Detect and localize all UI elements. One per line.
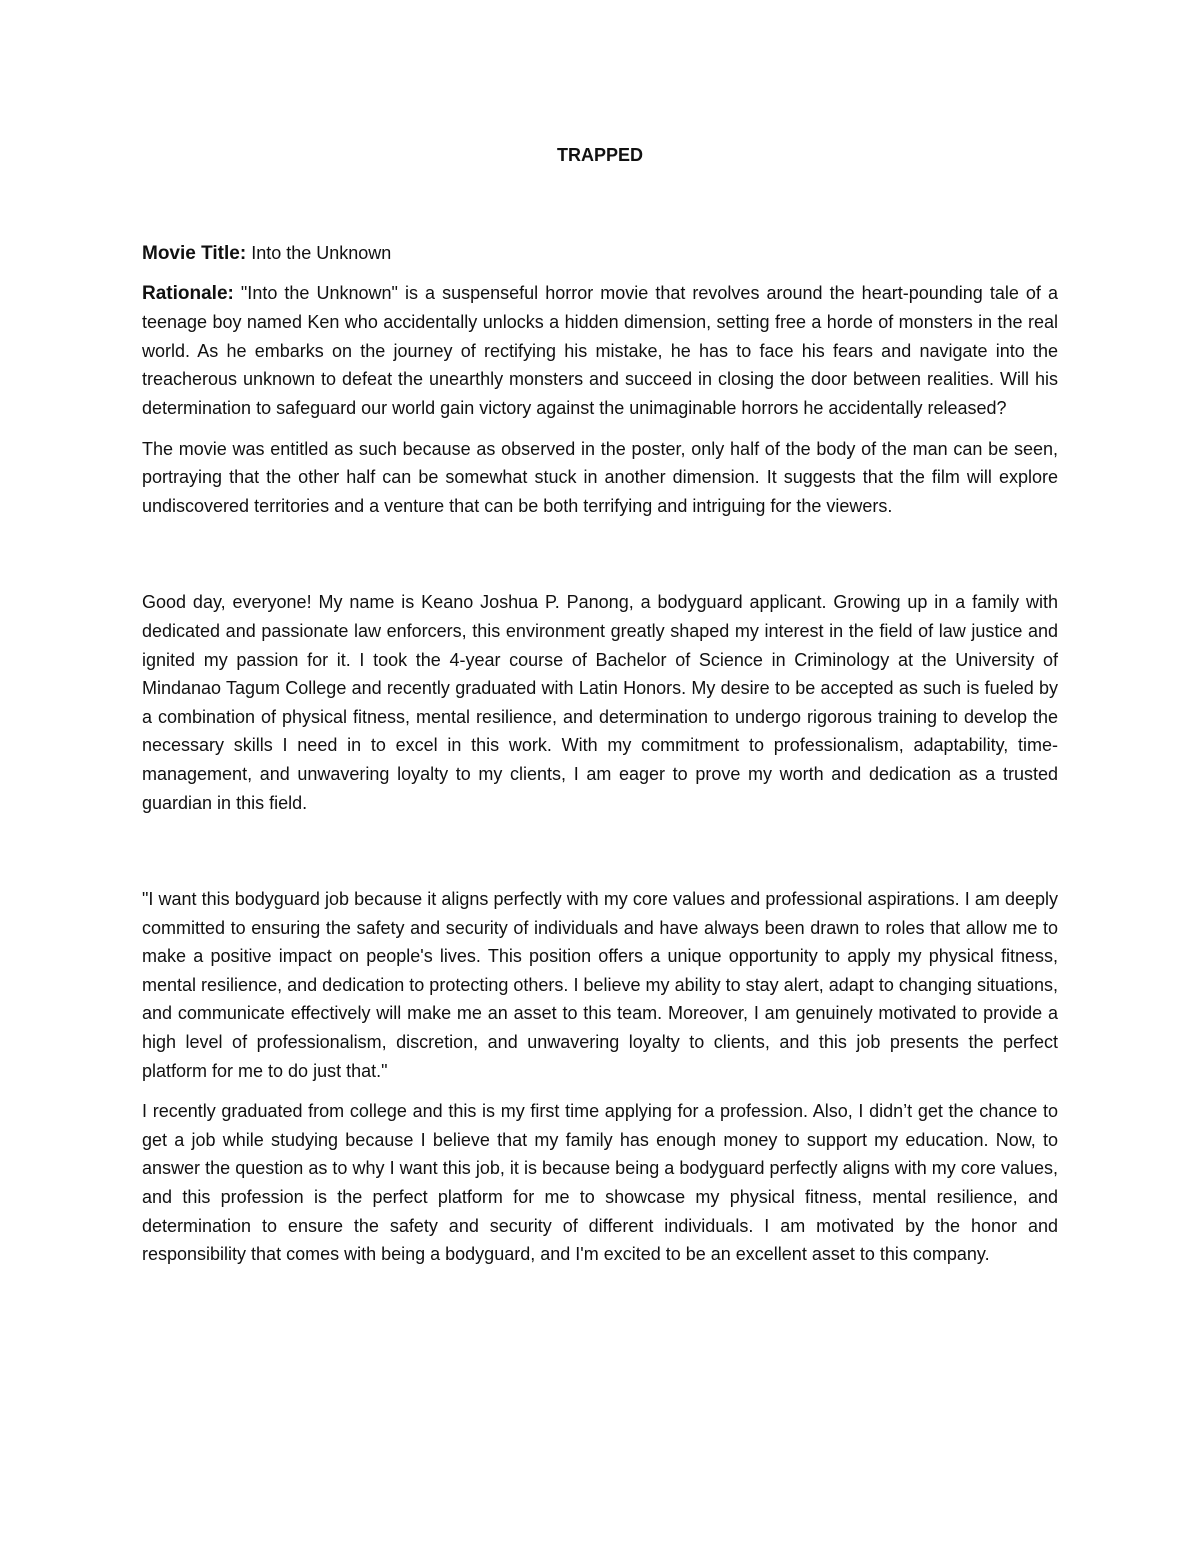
movie-title-label: Movie Title: — [142, 243, 247, 264]
rationale-paragraph — [142, 279, 1058, 423]
title-explanation-paragraph: The movie was entitled as such because as observed in the poster, only half of the body of the man can be seen, portraying that the other half can be somewhat stuck in another dimension. It suggests that the film will explore undiscovered territories and a venture that can be both terrifying and intriguing for the viewers. — [142, 438, 1058, 516]
movie-title-line — [142, 239, 1058, 269]
rationale-text: "Into the Unknown" is a suspenseful horror movie that revolves around the heart-pounding tale of a teenage boy named Ken who accidentally unlocks a hidden dimension, setting free a horde of monsters in the real world. As he embarks on the journey of rectifying his mistake, he has to face his fears and navigate into the treacherous unknown to defeat the unearthly monsters and succeed in closing the door between realities. Will his determination to safeguard our world gain victory against the unimaginable horrors he accidentally released? — [142, 282, 1058, 418]
document-body — [142, 141, 1058, 1269]
closing-paragraph: I recently graduated from college and this is my first time applying for a profession. Also, I didn’t get the chance to get a job while studying because I believe that my family has enough money to support my education. Now, to answer the question as to why I want this job, it is because being a bodyguard perfectly aligns with my core values, and this profession is the perfect platform for me to showcase my physical fitness, mental resilience, and determination to ensure the safety and security of different individuals. I am motivated by the honor and responsibility that comes with being a bodyguard, and I'm excited to be an excellent asset to this company. — [142, 1101, 1058, 1265]
introduction-paragraph: Good day, everyone! My name is Keano Joshua P. Panong, a bodyguard applicant. Growing up in a family with dedicated and passionate law enforcers, this environment greatly shaped my interest in the field of law justice and ignited my passion for it. I took the 4-year course of Bachelor of Science in Criminology at the University of Mindanao Tagum College and recently graduated with Latin Honors. My desire to be accepted as such is fueled by a combination of physical fitness, mental resilience, and determination to undergo rigorous training to develop the necessary skills I need in to excel in this work. With my commitment to professionalism, adaptability, time-management, and unwavering loyalty to my clients, I am eager to prove my worth and dedication as a trusted guardian in this field. — [142, 592, 1058, 813]
document-title: TRAPPED — [556, 145, 643, 165]
job-motivation-quote-paragraph: "I want this bodyguard job because it aligns perfectly with my core values and professional aspirations. I am deeply committed to ensuring the safety and security of individuals and have always been drawn to roles that allow me to make a positive impact on people's lives. This position offers a unique opportunity to apply my physical fitness, mental resilience, and dedication to protecting others. I believe my ability to stay alert, adapt to changing situations, and communicate effectively will make me an asset to this team. Moreover, I am genuinely motivated to provide a high level of professionalism, discretion, and unwavering loyalty to clients, and this job presents the perfect platform for me to do just that." — [142, 889, 1058, 1081]
rationale-label: Rationale: — [142, 282, 234, 304]
movie-title-value: Into the Unknown — [251, 243, 392, 263]
